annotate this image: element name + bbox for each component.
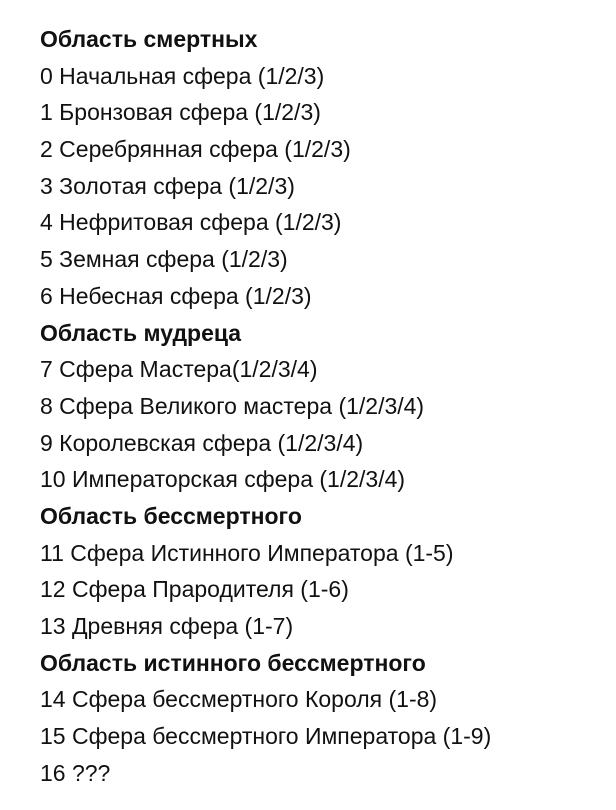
list-item: 7 Сфера Мастера(1/2/3/4) — [40, 356, 318, 383]
list-item: 0 Начальная сфера (1/2/3) — [40, 62, 325, 89]
list-item: 10 Императорская сфера (1/2/3/4) — [40, 466, 406, 493]
realm-list — [40, 21, 610, 791]
list-item: 8 Сфера Великого мастера (1/2/3/4) — [40, 392, 425, 419]
section-heading-immortal: Область бессмертного — [40, 502, 302, 529]
section-heading-sage: Область мудреца — [40, 319, 242, 346]
list-item: 9 Королевская сфера (1/2/3/4) — [40, 429, 364, 456]
list-item: 4 Нефритовая сфера (1/2/3) — [40, 209, 342, 236]
list-item: 12 Сфера Прародителя (1-6) — [40, 576, 349, 603]
list-item: 16 ??? — [40, 759, 111, 786]
section-heading-mortal: Область смертных — [40, 26, 258, 52]
list-item: 2 Серебрянная сфера (1/2/3) — [40, 136, 351, 163]
list-item: 14 Сфера бессмертного Короля (1-8) — [40, 686, 438, 713]
list-item: 13 Древняя сфера (1-7) — [40, 613, 294, 639]
list-item: 1 Бронзовая сфера (1/2/3) — [40, 99, 321, 126]
list-item: 3 Золотая сфера (1/2/3) — [40, 172, 295, 199]
list-item: 15 Сфера бессмертного Императора (1-9) — [40, 723, 492, 750]
section-heading-true-immortal: Область истинного бессмертного — [40, 649, 426, 676]
list-item: 6 Небесная сфера (1/2/3) — [40, 282, 312, 309]
list-item: 11 Сфера Истинного Императора (1-5) — [40, 539, 454, 566]
list-item: 5 Земная сфера (1/2/3) — [40, 246, 288, 273]
